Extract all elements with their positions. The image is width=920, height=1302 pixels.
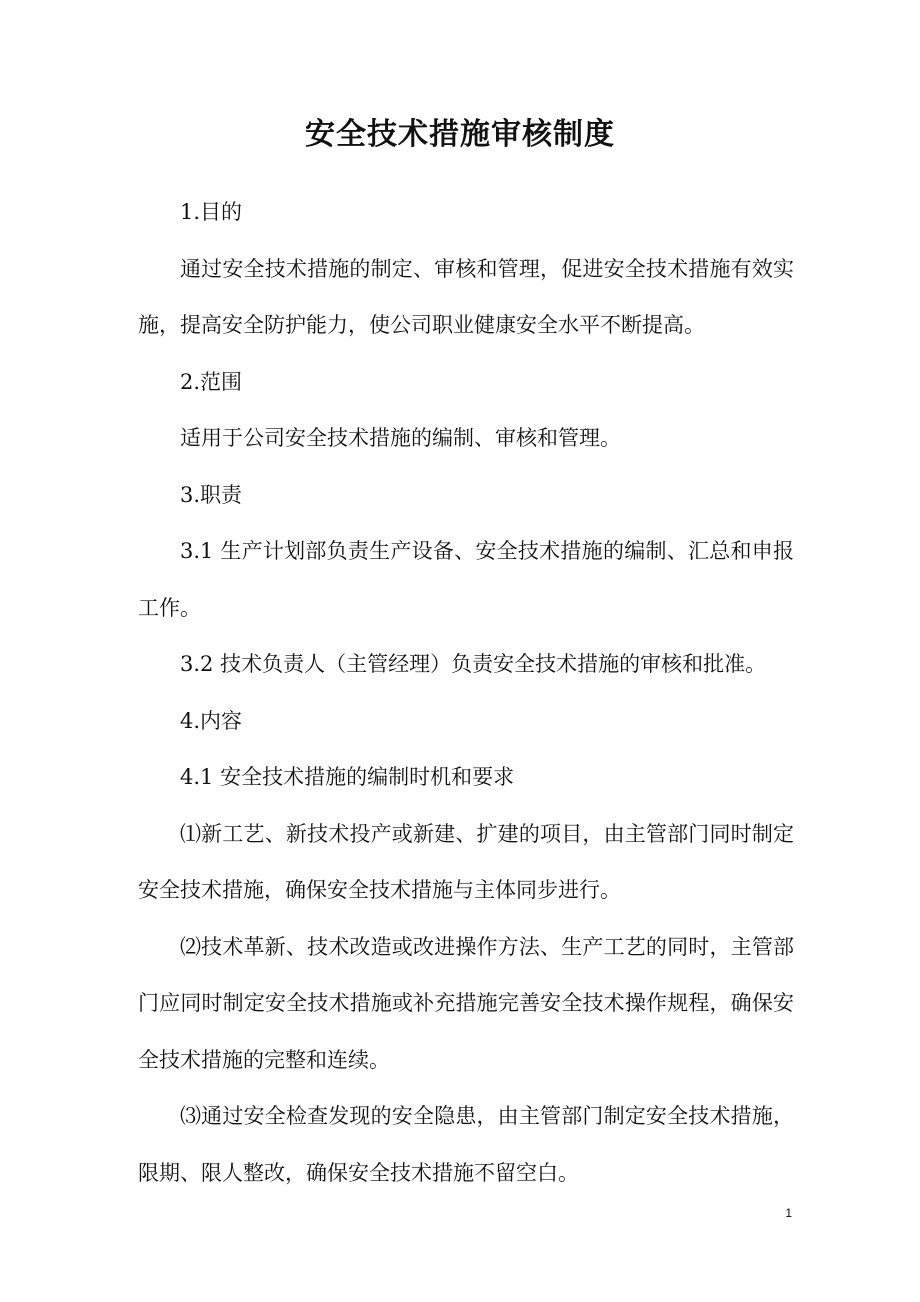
scope-text: 适用于公司安全技术措施的编制、审核和管理。 (180, 426, 621, 450)
subsection-heading-4-1: 4.1 安全技术措施的编制时机和要求 (180, 765, 515, 789)
content-item-1: ⑴新工艺、新技术投产或新建、扩建的项目，由主管部门同时制定安全技术措施，确保安全技术措施与主体同步进行。 (138, 821, 794, 902)
purpose-text: 通过安全技术措施的制定、审核和管理，促进安全技术措施有效实施，提高安全防护能力，使公司职业健康安全水平不断提高。 (138, 256, 794, 337)
section-heading-purpose: 1.目的 (180, 200, 243, 224)
content-item-3: ⑶通过安全检查发现的安全隐患，由主管部门制定安全技术措施，限期、限人整改，确保安全技术措施不留空白。 (138, 1104, 794, 1185)
responsibility-3-2: 3.2 技术负责人（主管经理）负责安全技术措施的审核和批准。 (180, 652, 767, 676)
section-heading-scope: 2.范围 (180, 369, 243, 394)
responsibility-3-1: 3.1 生产计划部负责生产设备、安全技术措施的编制、汇总和申报工作。 (138, 539, 794, 620)
page-number: 1 (785, 1206, 792, 1220)
content-item-2: ⑵技术革新、技术改造或改进操作方法、生产工艺的同时，主管部门应同时制定安全技术措施或补充措施完善安全技术操作规程，确保安全技术措施的完整和连续。 (138, 934, 794, 1072)
section-heading-responsibilities: 3.职责 (180, 482, 243, 507)
document-title: 安全技术措施审核制度 (305, 117, 615, 152)
section-heading-content: 4.内容 (180, 708, 243, 733)
document-body (138, 184, 794, 1201)
